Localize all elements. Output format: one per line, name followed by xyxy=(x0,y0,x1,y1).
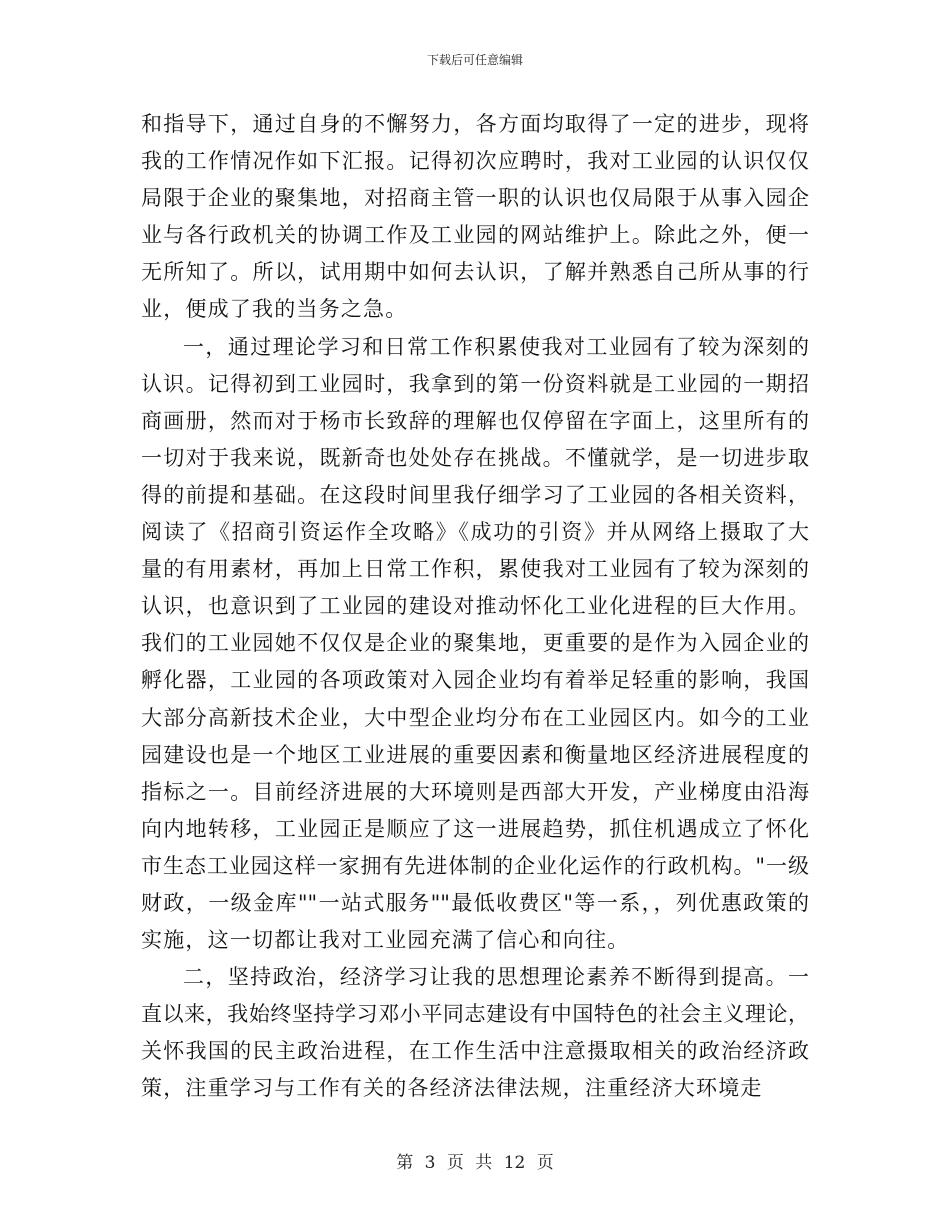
text-line: 市生态工业园这样一家拥有先进体制的企业化运作的行政机构。"一级 xyxy=(141,853,809,878)
text-line: 财政，一级金库""一站式服务""最低收费区"等一系，，列优惠政策的 xyxy=(141,890,809,915)
text-line: 我的工作情况作如下汇报。记得初次应聘时，我对工业园的认识仅仅 xyxy=(141,149,809,174)
text-line: 直以来，我始终坚持学习邓小平同志建设有中国特色的社会主义理论， xyxy=(141,1002,809,1027)
document-body xyxy=(141,106,809,1108)
text-line: 和指导下，通过自身的不懈努力，各方面均取得了一定的进步，现将 xyxy=(141,112,809,136)
text-line: 我们的工业园她不仅仅是企业的聚集地，更重要的是作为入园企业的 xyxy=(141,631,809,656)
text-line: 业与各行政机关的协调工作及工业园的网站维护上。除此之外，便一 xyxy=(141,223,809,248)
text-line: 认识。记得初到工业园时，我拿到的第一份资料就是工业园的一期招 xyxy=(141,371,809,396)
text-line: 业，便成了我的当务之急。 xyxy=(141,297,408,322)
text-line: 局限于企业的聚集地，对招商主管一职的认识也仅局限于从事入园企 xyxy=(141,186,809,211)
text-line: 指标之一。目前经济进展的大环境则是西部大开发，产业梯度由沿海 xyxy=(141,779,809,804)
text-line: 策，注重学习与工作有关的各经济法律法规，注重经济大环境走 xyxy=(141,1076,763,1101)
text-line: 阅读了《招商引资运作全攻略》《成功的引资》并从网络上摄取了大 xyxy=(141,520,809,545)
page-number-footer: 第 3 页 共 12 页 xyxy=(396,1153,554,1173)
text-line: 大部分高新技术企业，大中型企业均分布在工业园区内。如今的工业 xyxy=(141,705,809,730)
text-line: 一，通过理论学习和日常工作积累使我对工业园有了较为深刻的 xyxy=(183,334,809,359)
text-line: 向内地转移，工业园正是顺应了这一进展趋势，抓住机遇成立了怀化 xyxy=(141,816,809,841)
text-line: 量的有用素材，再加上日常工作积，累使我对工业园有了较为深刻的 xyxy=(141,557,809,582)
text-line: 孵化器，工业园的各项政策对入园企业均有着举足轻重的影响，我国 xyxy=(141,668,809,693)
page-header: 下载后可任意编辑 xyxy=(426,53,523,67)
text-line: 认识，也意识到了工业园的建设对推动怀化工业化进程的巨大作用。 xyxy=(141,594,809,619)
text-line: 一切对于我来说，既新奇也处处存在挑战。不懂就学，是一切进步取 xyxy=(141,445,809,470)
text-line: 园建设也是一个地区工业进展的重要因素和衡量地区经济进展程度的 xyxy=(141,742,809,767)
text-line: 商画册，然而对于杨市长致辞的理解也仅停留在字面上，这里所有的 xyxy=(141,408,809,433)
text-line: 二，坚持政治，经济学习让我的思想理论素养不断得到提高。一 xyxy=(183,965,809,990)
text-line: 无所知了。所以，试用期中如何去认识，了解并熟悉自己所从事的行 xyxy=(141,260,809,285)
text-line: 得的前提和基础。在这段时间里我仔细学习了工业园的各相关资料， xyxy=(141,482,809,507)
text-line: 实施，这一切都让我对工业园充满了信心和向往。 xyxy=(141,928,630,953)
text-line: 关怀我国的民主政治进程，在工作生活中注意摄取相关的政治经济政 xyxy=(141,1039,809,1064)
